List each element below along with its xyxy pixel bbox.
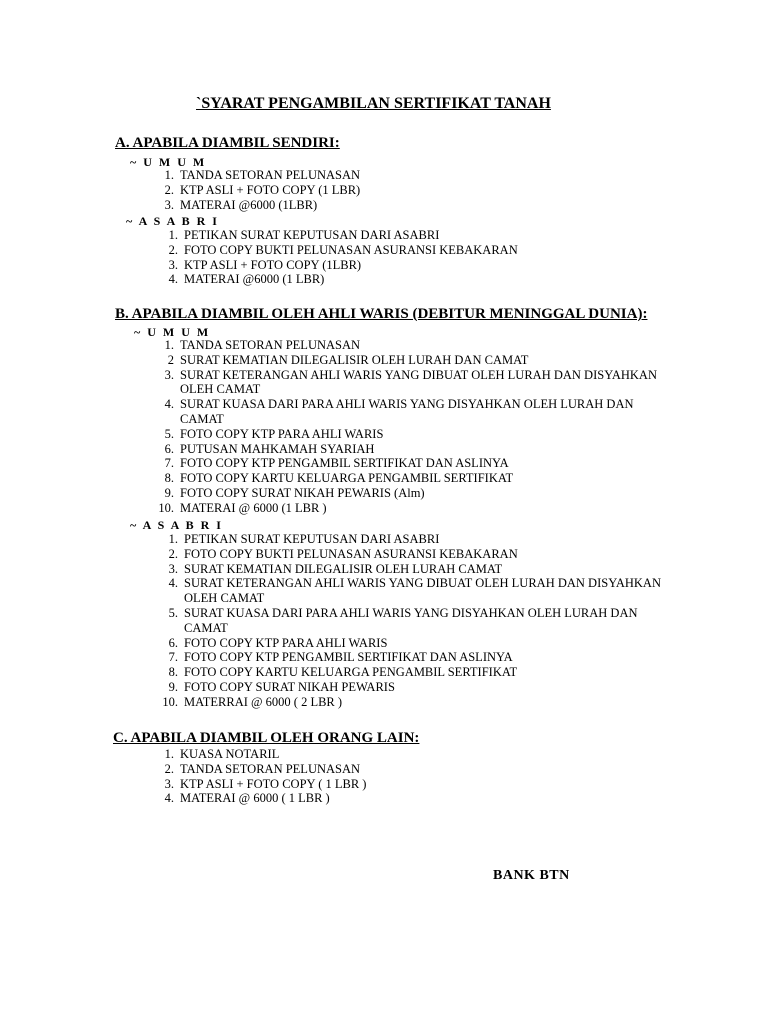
item-text: FOTO COPY KTP PARA AHLI WARIS — [184, 635, 388, 650]
list-item — [167, 352, 670, 368]
list-item — [168, 635, 674, 651]
item-number: 7. — [168, 650, 178, 665]
item-text: FOTO COPY KTP PENGAMBIL SERTIFIKAT DAN ASLINYA — [180, 456, 509, 471]
item-number: 1. — [164, 747, 174, 761]
section-b-asabri-list — [162, 532, 674, 710]
section-a-heading: A. APABILA DIAMBIL SENDIRI: — [115, 135, 340, 151]
item-text: FOTO COPY BUKTI PELUNASAN ASURANSI KEBAKARAN — [184, 242, 518, 257]
item-number: 8. — [168, 665, 178, 680]
list-item — [168, 546, 674, 562]
list-item — [164, 776, 580, 792]
item-text: MATERAI @ 6000 ( 1 LBR ) — [180, 791, 330, 806]
item-text: SURAT KUASA DARI PARA AHLI WARIS YANG DISYAHKAN OLEH LURAH DAN CAMAT — [180, 397, 634, 426]
section-a-umum-label: ~ U M U M — [130, 155, 207, 169]
item-number: 2. — [164, 182, 174, 197]
item-number: 4. — [168, 272, 178, 287]
section-b-umum-label: ~ U M U M — [134, 325, 211, 339]
list-item — [168, 679, 674, 695]
item-number: 2. — [168, 242, 178, 257]
item-text: PUTUSAN MAHKAMAH SYARIAH — [180, 441, 375, 456]
item-text: TANDA SETORAN PELUNASAN — [180, 761, 361, 776]
list-item — [164, 456, 670, 471]
list-item — [164, 761, 580, 777]
item-number: 6. — [168, 635, 178, 650]
item-text: FOTO COPY BUKTI PELUNASAN ASURANSI KEBAKARAN — [184, 546, 518, 561]
item-number: 4. — [164, 791, 174, 806]
list-item — [158, 500, 670, 516]
list-item — [168, 257, 604, 273]
list-item — [162, 694, 674, 710]
list-item — [168, 576, 674, 606]
item-number: 3. — [168, 257, 178, 272]
item-number: 1. — [168, 532, 178, 546]
item-text: FOTO COPY KARTU KELUARGA PENGAMBIL SERTIFIKAT — [184, 665, 518, 680]
section-b-umum-list — [158, 338, 670, 516]
list-item — [164, 397, 670, 427]
list-item — [164, 338, 670, 353]
item-text: FOTO COPY KARTU KELUARGA PENGAMBIL SERTIFIKAT — [180, 471, 514, 486]
item-text: FOTO COPY SURAT NIKAH PEWARIS (Alm) — [180, 485, 425, 500]
section-a-asabri-label: ~ A S A B R I — [126, 214, 219, 228]
list-item — [168, 561, 674, 577]
item-number: 2. — [168, 546, 178, 561]
item-text: SURAT KEMATIAN DILEGALISIR OLEH LURAH DAN CAMAT — [180, 352, 529, 367]
list-item — [164, 747, 580, 762]
item-number: 9. — [164, 485, 174, 500]
item-number: 7. — [164, 456, 174, 471]
list-item — [168, 272, 604, 287]
document-title: `SYARAT PENGAMBILAN SERTIFIKAT TANAH — [196, 95, 551, 112]
item-text: KTP ASLI + FOTO COPY ( 1 LBR ) — [180, 776, 367, 791]
item-text: SURAT KUASA DARI PARA AHLI WARIS YANG DISYAHKAN OLEH LURAH DAN CAMAT — [184, 605, 638, 635]
item-text: MATERAI @6000 (1LBR) — [180, 197, 318, 212]
list-item — [164, 791, 580, 806]
item-text: MATERAI @6000 (1 LBR) — [184, 272, 325, 287]
item-text: MATERAI @ 6000 (1 LBR ) — [180, 500, 327, 515]
item-number: 8. — [164, 471, 174, 486]
section-b-asabri-label: ~ A S A B R I — [130, 518, 223, 532]
item-number: 5. — [164, 426, 174, 441]
item-number: 6. — [164, 441, 174, 456]
section-c-list — [164, 747, 580, 806]
list-item — [164, 367, 670, 398]
section-c-heading: C. APABILA DIAMBIL OLEH ORANG LAIN: — [113, 730, 420, 746]
list-item — [164, 485, 670, 501]
item-number: 3. — [164, 197, 174, 212]
item-number: 3. — [164, 367, 174, 382]
list-item — [168, 228, 604, 243]
list-item — [168, 532, 674, 547]
list-item — [164, 182, 580, 198]
item-text: TANDA SETORAN PELUNASAN — [180, 168, 361, 182]
list-item — [168, 665, 674, 680]
item-text: FOTO COPY SURAT NIKAH PEWARIS — [184, 679, 395, 694]
item-text: TANDA SETORAN PELUNASAN — [180, 338, 361, 352]
item-number: 3. — [168, 561, 178, 576]
item-text: KUASA NOTARIL — [180, 747, 280, 761]
item-text: SURAT KETERANGAN AHLI WARIS YANG DIBUAT OLEH LURAH DAN DISYAHKAN OLEH CAMAT — [184, 576, 661, 606]
item-number: 10. — [158, 500, 174, 515]
section-a-asabri-list — [168, 228, 604, 287]
list-item — [164, 441, 670, 457]
item-number: 4. — [168, 576, 178, 591]
item-text: KTP ASLI + FOTO COPY (1 LBR) — [180, 182, 361, 197]
item-number: 5. — [168, 605, 178, 620]
item-text: SURAT KETERANGAN AHLI WARIS YANG DIBUAT OLEH LURAH DAN DISYAHKAN OLEH CAMAT — [180, 367, 657, 397]
item-number: 1. — [164, 168, 174, 182]
item-number: 1. — [164, 338, 174, 352]
list-item — [168, 650, 674, 665]
item-number: 9. — [168, 679, 178, 694]
footer-signature: BANK BTN — [493, 868, 570, 883]
item-text: PETIKAN SURAT KEPUTUSAN DARI ASABRI — [184, 228, 440, 242]
list-item — [168, 242, 604, 258]
item-text: SURAT KEMATIAN DILEGALISIR OLEH LURAH CAMAT — [184, 561, 503, 576]
item-number: 10. — [162, 694, 178, 709]
item-text: MATERRAI @ 6000 ( 2 LBR ) — [184, 694, 343, 709]
section-a-umum-list — [164, 168, 580, 212]
item-text: FOTO COPY KTP PARA AHLI WARIS — [180, 426, 384, 441]
item-text: FOTO COPY KTP PENGAMBIL SERTIFIKAT DAN ASLINYA — [184, 650, 513, 665]
item-number: 4. — [164, 397, 174, 412]
item-number: 2 — [167, 352, 174, 367]
item-number: 1. — [168, 228, 178, 242]
item-text: KTP ASLI + FOTO COPY (1LBR) — [184, 257, 362, 272]
section-b-heading: B. APABILA DIAMBIL OLEH AHLI WARIS (DEBITUR MENINGGAL DUNIA): — [115, 306, 648, 322]
list-item — [164, 168, 580, 183]
item-number: 3. — [164, 776, 174, 791]
item-number: 2. — [164, 761, 174, 776]
list-item — [164, 471, 670, 486]
list-item — [164, 426, 670, 442]
list-item — [164, 197, 580, 213]
list-item — [168, 605, 674, 636]
item-text: PETIKAN SURAT KEPUTUSAN DARI ASABRI — [184, 532, 440, 546]
